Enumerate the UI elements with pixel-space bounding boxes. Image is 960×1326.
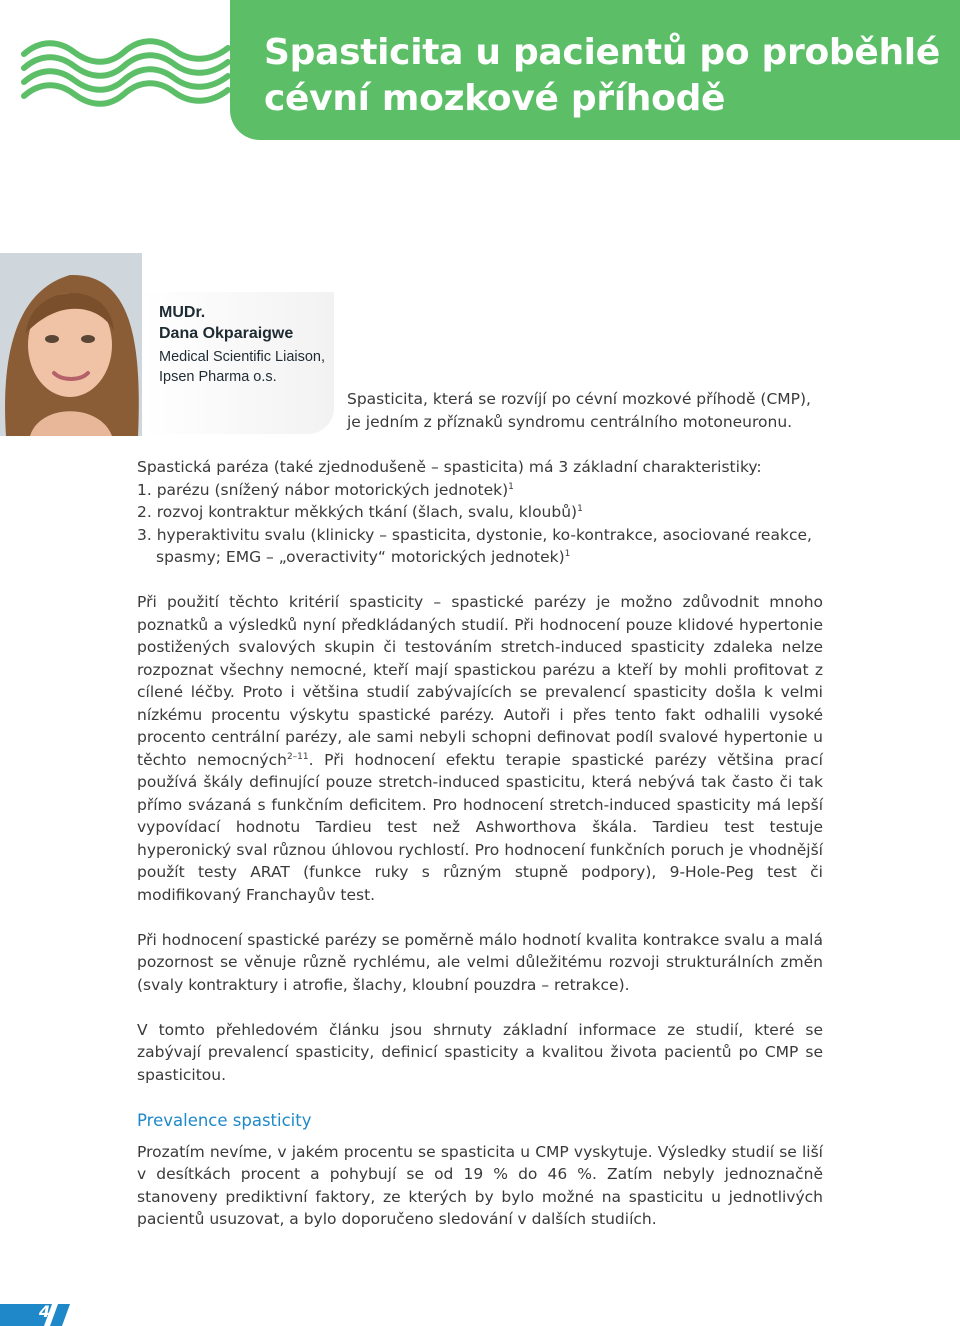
paragraph-criteria: Při použití těchto kritérií spasticity – spastické parézy je možno zdůvodnit mnoho poznatků a výsledků nyní předkládaných studií. Při hodnocení pouze klidové hypertonie postižených svalových skupin či testováním stretch-induced spasticity zdaleka nelze rozpoznat všechny nemocné, kteří mají spastickou parézu a kteří by mohli profitovat z cílené léčby. Proto i většina studií zabývajících se prevalencí spasticity došla k velmi nízkému procentu výskytu spastické parézy. Autoři i přes tento fakt odhalili vysoké procento centrální parézy, ale sami nebyli schopni definovat podíl svalové hypertonie u těchto nemocných$^{2-11}$. Při hodnocení efektu terapie spastické parézy většina prací používá škály definující pouze stretch-induced spasticitu, která nebývá tak často či tak přímo svázaná s funkčním deficitem. Pro hodnocení stretch-induced spasticity má lepší vypovídací hodnotu Tardieu test než Ashworthova škála. Tardieu test testuje hyperonický sval různou úhlovou rychlostí. Pro hodnocení funkčních poruch je vhodnější použít testy ARAT (funkce ruky s různým stupně podpory), 9-Hole-Peg test či modifikovaný Franchayův test. — [137, 593, 823, 904]
page-title — [264, 30, 940, 122]
author-role: Medical Scientific Liaison, Ipsen Pharma o.s. — [159, 349, 326, 385]
characteristics-list — [137, 479, 823, 569]
author-photo — [0, 253, 142, 436]
title-line-1: Spasticita u pacientů po proběhlé — [264, 32, 940, 73]
paragraph-overview: V tomto přehledovém článku jsou shrnuty základní informace ze studií, které se zabývají prevalencí spasticity, definicí spasticity a kvalitou života pacientů po CMP se spasticitou. — [137, 1020, 823, 1084]
lead-paragraph: Spasticita, která se rozvíjí po cévní mozkové příhodě (CMP), je jedním z příznaků syndromu centrálního motoneuronu. — [347, 390, 811, 431]
author-name: MUDr. Dana Okparaigwe — [159, 304, 294, 342]
section-paragraph: Prozatím nevíme, v jakém procentu se spasticita u CMP vyskytuje. Výsledky studií se liší v desítkách procent a pohybují se od 19 % do 46 %. Zatím nebyly jednoznačně stanoveny prediktivní faktory, ze kterých by bylo možné na spasticitu u jednotlivých pacientů usuzovat, a bylo doporučeno sledování v dalších studiích. — [137, 1142, 823, 1228]
intro-paragraph: Spastická paréza (také zjednodušeně – spasticita) má 3 základní charakteristiky: — [137, 458, 762, 476]
list-item: 2. rozvoj kontraktur měkkých tkání (šlach, svalu, kloubů)$^1$ — [137, 503, 583, 521]
paragraph-contraction: Při hodnocení spastické parézy se poměrně málo hodnotí kvalita kontrakce svalu a malá pozornost se věnuje různě rychlému, ale velmi důležitému rozvoji strukturálních změn (svaly kontraktury i atrofie, šlachy, kloubní pouzdra – retrakce). — [137, 930, 823, 994]
waves-logo-icon — [20, 26, 232, 122]
section-heading: Prevalence spasticity — [137, 1110, 312, 1130]
list-item: 3. hyperaktivitu svalu (klinicky – spasticita, dystonie, ko-kontrakce, asociované reakce, spasmy; EMG – „overactivity“ motorických jednotek)$^1$ — [137, 525, 812, 566]
list-item: 1. parézu (snížený nábor motorických jednotek)$^1$ — [137, 480, 514, 499]
title-line-2: cévní mozkové příhodě — [264, 78, 726, 119]
article-body — [137, 456, 823, 1231]
page-number: 4 — [39, 1302, 51, 1321]
